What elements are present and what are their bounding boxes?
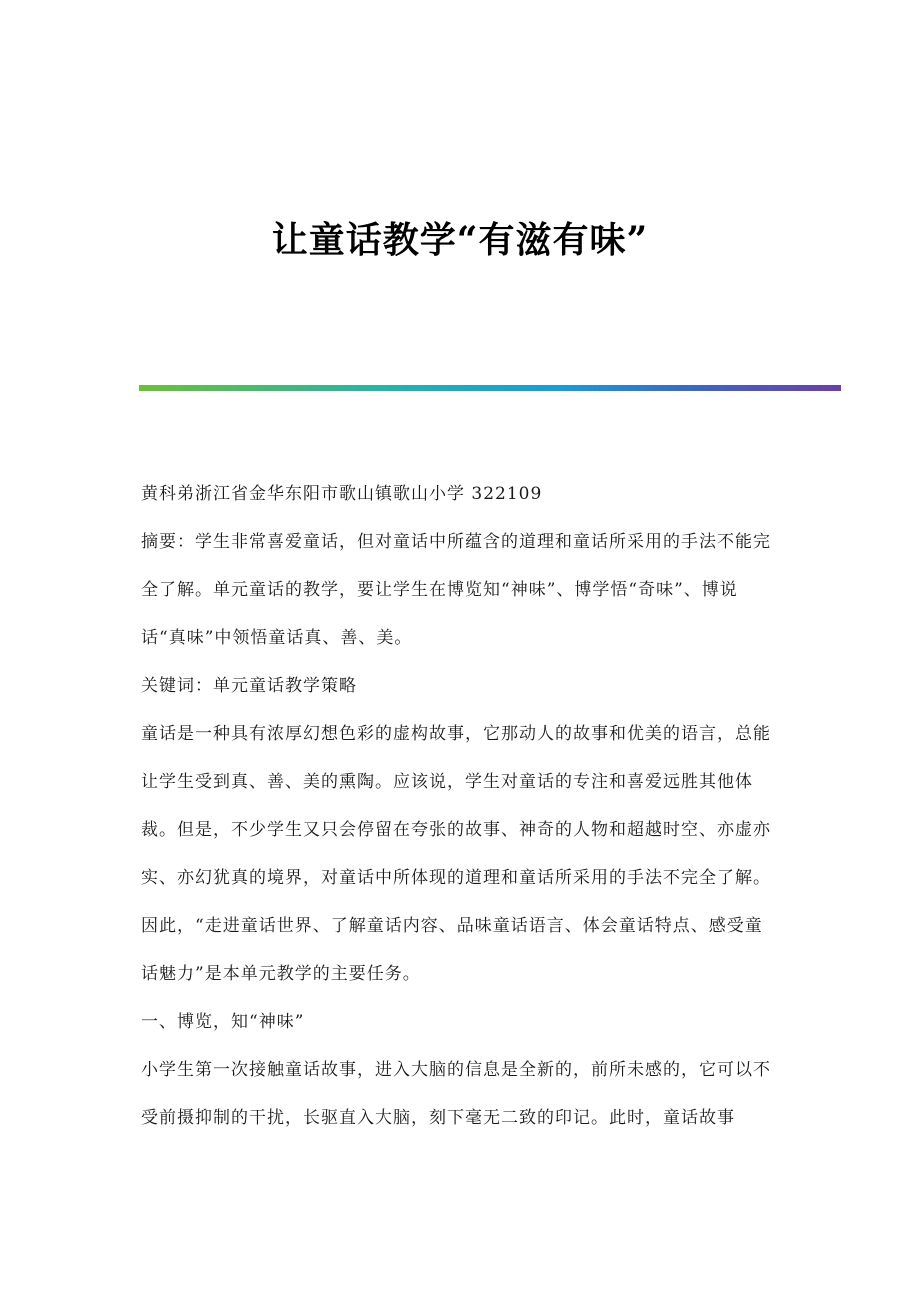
document-title: 让童话教学“有滋有味” <box>271 219 649 261</box>
document-body <box>141 470 771 1142</box>
author-line: 黄科弟浙江省金华东阳市歌山镇歌山小学 322109 <box>141 484 543 504</box>
body-paragraph-2: 小学生第一次接触童话故事，进入大脑的信息是全新的，前所未感的，它可以不受前摄抑制的干扰，长驱直入大脑，刻下毫无二致的印记。此时，童话故事 <box>141 1060 771 1128</box>
body-paragraph-1: 童话是一种具有浓厚幻想色彩的虚构故事，它那动人的故事和优美的语言，总能让学生受到真、善、美的熏陶。应该说，学生对童话的专注和喜爱远胜其他体裁。但是，不少学生又只会停留在夸张的故事、神奇的人物和超越时空、亦虚亦实、亦幻犹真的境界，对童话中所体现的道理和童话所采用的手法不完全了解。因此，“走进童话世界、了解童话内容、品味童话语言、体会童话特点、感受童话魅力”是本单元教学的主要任务。 <box>141 724 771 984</box>
abstract-paragraph: 摘要：学生非常喜爱童话，但对童话中所蕴含的道理和童话所采用的手法不能完全了解。单元童话的教学，要让学生在博览知“神味”、博学悟“奇味”、博说话“真味”中领悟童话真、善、美。 <box>141 532 771 648</box>
keywords-line: 关键词：单元童话教学策略 <box>141 676 357 696</box>
title-divider <box>139 385 841 391</box>
section-heading-1: 一、博览，知“神味” <box>141 1012 305 1032</box>
